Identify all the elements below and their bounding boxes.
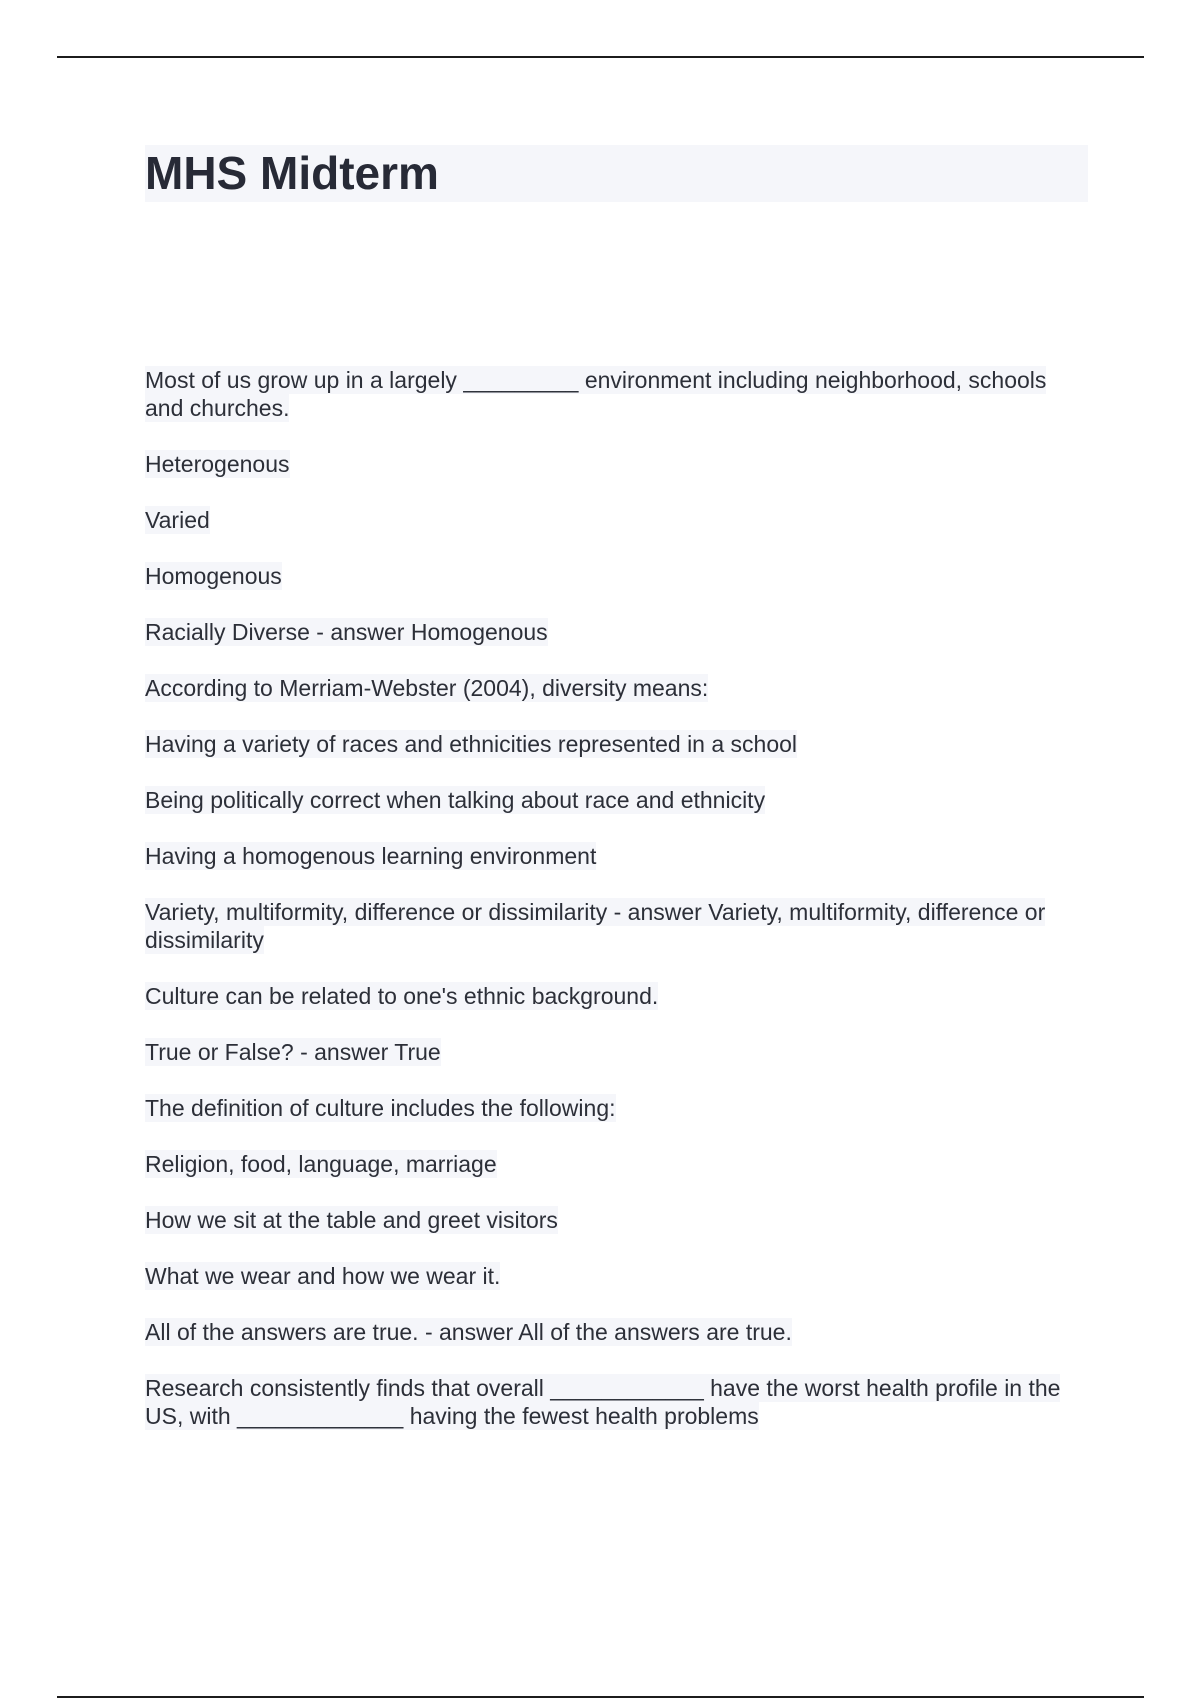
text-line: Having a variety of races and ethnicities represented in a school	[145, 731, 798, 757]
text-line: Homogenous	[145, 563, 282, 589]
footer-rule	[57, 1696, 1144, 1698]
header-rule	[57, 56, 1144, 58]
text-line: Varied	[145, 507, 210, 533]
option-line	[145, 1262, 1088, 1290]
text-line: Being politically correct when talking about race and ethnicity	[145, 787, 766, 813]
text-line: All of the answers are true. - answer All of the answers are true.	[145, 1319, 792, 1345]
title-block	[145, 145, 1088, 202]
option-line	[145, 786, 1088, 814]
text-line: Most of us grow up in a largely _________ environment including neighborhood, schools and churches.	[145, 367, 1047, 421]
option-line	[145, 506, 1088, 534]
answer-line	[145, 618, 1088, 646]
document-body	[145, 366, 1088, 1458]
text-line: Heterogenous	[145, 451, 290, 477]
answer-line	[145, 898, 1088, 954]
answer-line	[145, 1038, 1088, 1066]
text-line: True or False? - answer True	[145, 1039, 441, 1065]
question-4	[145, 1094, 1088, 1122]
text-line: The definition of culture includes the following:	[145, 1095, 616, 1121]
question-1	[145, 366, 1088, 422]
text-line: Having a homogenous learning environment	[145, 843, 597, 869]
question-3	[145, 982, 1088, 1010]
text-line: What we wear and how we wear it.	[145, 1263, 501, 1289]
text-line: Research consistently finds that overall ____________ have the worst health profile in the US, with _____________ having the fewest health problems	[145, 1375, 1061, 1429]
option-line	[145, 1206, 1088, 1234]
option-line	[145, 450, 1088, 478]
text-line: Culture can be related to one's ethnic background.	[145, 983, 659, 1009]
question-5	[145, 1374, 1088, 1430]
option-line	[145, 730, 1088, 758]
text-line: Racially Diverse - answer Homogenous	[145, 619, 548, 645]
option-line	[145, 842, 1088, 870]
text-line: Religion, food, language, marriage	[145, 1151, 497, 1177]
text-line: Variety, multiformity, difference or dissimilarity - answer Variety, multiformity, difference or dissimilarity	[145, 899, 1046, 953]
question-2	[145, 674, 1088, 702]
text-line: How we sit at the table and greet visitors	[145, 1207, 558, 1233]
option-line	[145, 1150, 1088, 1178]
option-line	[145, 562, 1088, 590]
page-title: MHS Midterm	[145, 147, 439, 199]
answer-line	[145, 1318, 1088, 1346]
text-line: According to Merriam-Webster (2004), diversity means:	[145, 675, 709, 701]
